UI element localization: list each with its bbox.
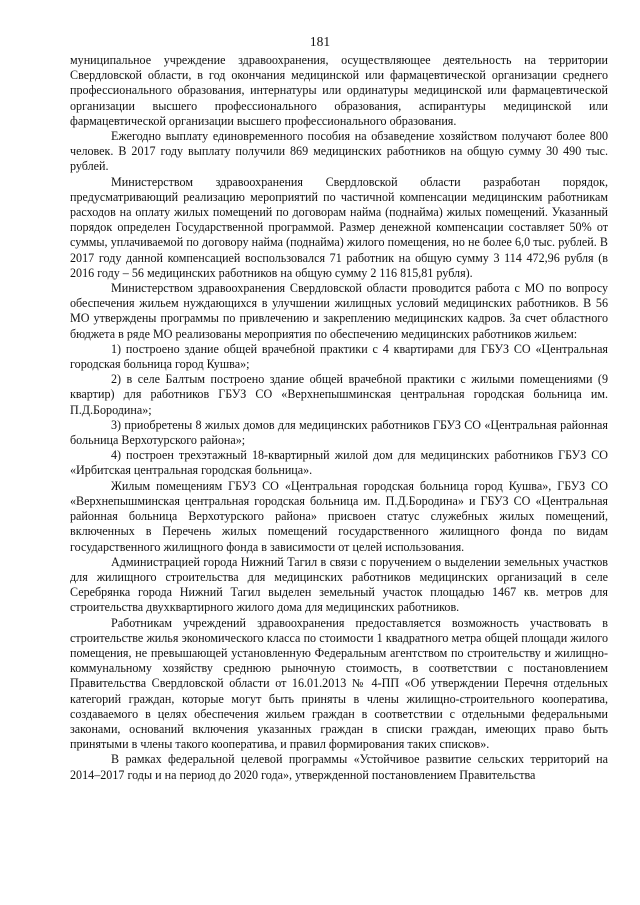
paragraph: Министерством здравоохранения Свердловской области разработан порядок, предусматривающий реализацию мероприятий по частичной компенсации медицинским работникам расходов на оплату жилых помещений по договорам найма (поднайма) жилых помещений. Указанный порядок определен Государственной программой. Размер денежной компенсации составляет 50% от суммы, уплачиваемой по договору найма (поднайма) жилого помещения, но не более 6,0 тыс. рублей. В 2017 году данной компенсацией воспользовался 71 работник на общую сумму 3 114 472,96 рубля (в 2016 году – 56 медицинских работников на общую сумму 2 116 815,81 рубля). [70, 174, 608, 280]
paragraph: Работникам учреждений здравоохранения предоставляется возможность участвовать в строительстве жилья экономического класса по стоимости 1 квадратного метра общей площади жилого помещения, не превышающей установленную Федеральным агентством по строительству и жилищно-коммунальному хозяйству среднюю рыночную стоимость, в соответствии с постановлением Правительства Свердловской области от 16.01.2013 № 4-ПП «Об утверждении Перечня отдельных категорий граждан, которые могут быть приняты в члены жилищно-строительного кооператива, создаваемого в целях обеспечения жильем граждан в соответствии с отдельными федеральными законами, оснований включения указанных граждан в списки граждан, имеющих право быть принятыми в члены такого кооператива, и правил формирования таких списков». [70, 615, 608, 752]
paragraph: 3) приобретены 8 жилых домов для медицинских работников ГБУЗ СО «Центральная районная больница Верхотурского района»; [70, 417, 608, 448]
paragraph: Ежегодно выплату единовременного пособия на обзаведение хозяйством получают более 800 человек. В 2017 году выплату получили 869 медицинских работников на общую сумму 30 490 тыс. рублей. [70, 129, 608, 174]
paragraph: 4) построен трехэтажный 18-квартирный жилой дом для медицинских работников ГБУЗ СО «Ирбитская центральная городская больница». [70, 448, 608, 478]
page-number: 181 [309, 34, 331, 49]
document-body [70, 53, 608, 783]
paragraph: Администрацией города Нижний Тагил в связи с поручением о выделении земельных участков для жилищного строительства для медицинских работников медицинских организаций в селе Серебрянка города Нижний Тагил выделен земельный участок площадью 1467 кв. метров для строительства двухквартирного жилого дома для медицинских работников. [70, 554, 608, 615]
paragraph: муниципальное учреждение здравоохранения, осуществляющее деятельность на территории Свердловской области, в год окончания медицинской или фармацевтической организации среднего профессионального образования, интернатуры или ординатуры медицинской или фармацевтической организации высшего профессионального образования, аспирантуры медицинской или фармацевтической организации высшего профессионального образования. [70, 53, 608, 128]
paragraph: 2) в селе Балтым построено здание общей врачебной практики с жилыми помещениями (9 квартир) для работников ГБУЗ СО «Верхнепышминская центральная городская больница им. П.Д.Бородина»; [70, 372, 608, 417]
paragraph: В рамках федеральной целевой программы «Устойчивое развитие сельских территорий на 2014–2017 годы и на период до 2020 года», утвержденной постановлением Правительства [70, 752, 608, 782]
paragraph: Министерством здравоохранения Свердловской области проводится работа с МО по вопросу обеспечения жильем нуждающихся в улучшении жилищных условий медицинских работников. В 56 МО утверждены программы по привлечению и закреплению медицинских кадров. За счет областного бюджета в ряде МО реализованы мероприятия по обеспечению медицинских работников жильем: [70, 281, 608, 341]
paragraph: Жилым помещениям ГБУЗ СО «Центральная городская больница город Кушва», ГБУЗ СО «Верхнепышминская центральная городская больница им. П.Д.Бородина» и ГБУЗ СО «Центральная районная больница Верхотурского района» присвоен статус служебных жилых помещений, включенных в Перечень жилых помещений государственного жилищного фонда по видам государственного жилищного фонда в зависимости от целей использования. [70, 478, 608, 554]
paragraph: 1) построено здание общей врачебной практики с 4 квартирами для ГБУЗ СО «Центральная городская больница город Кушва»; [70, 341, 608, 372]
